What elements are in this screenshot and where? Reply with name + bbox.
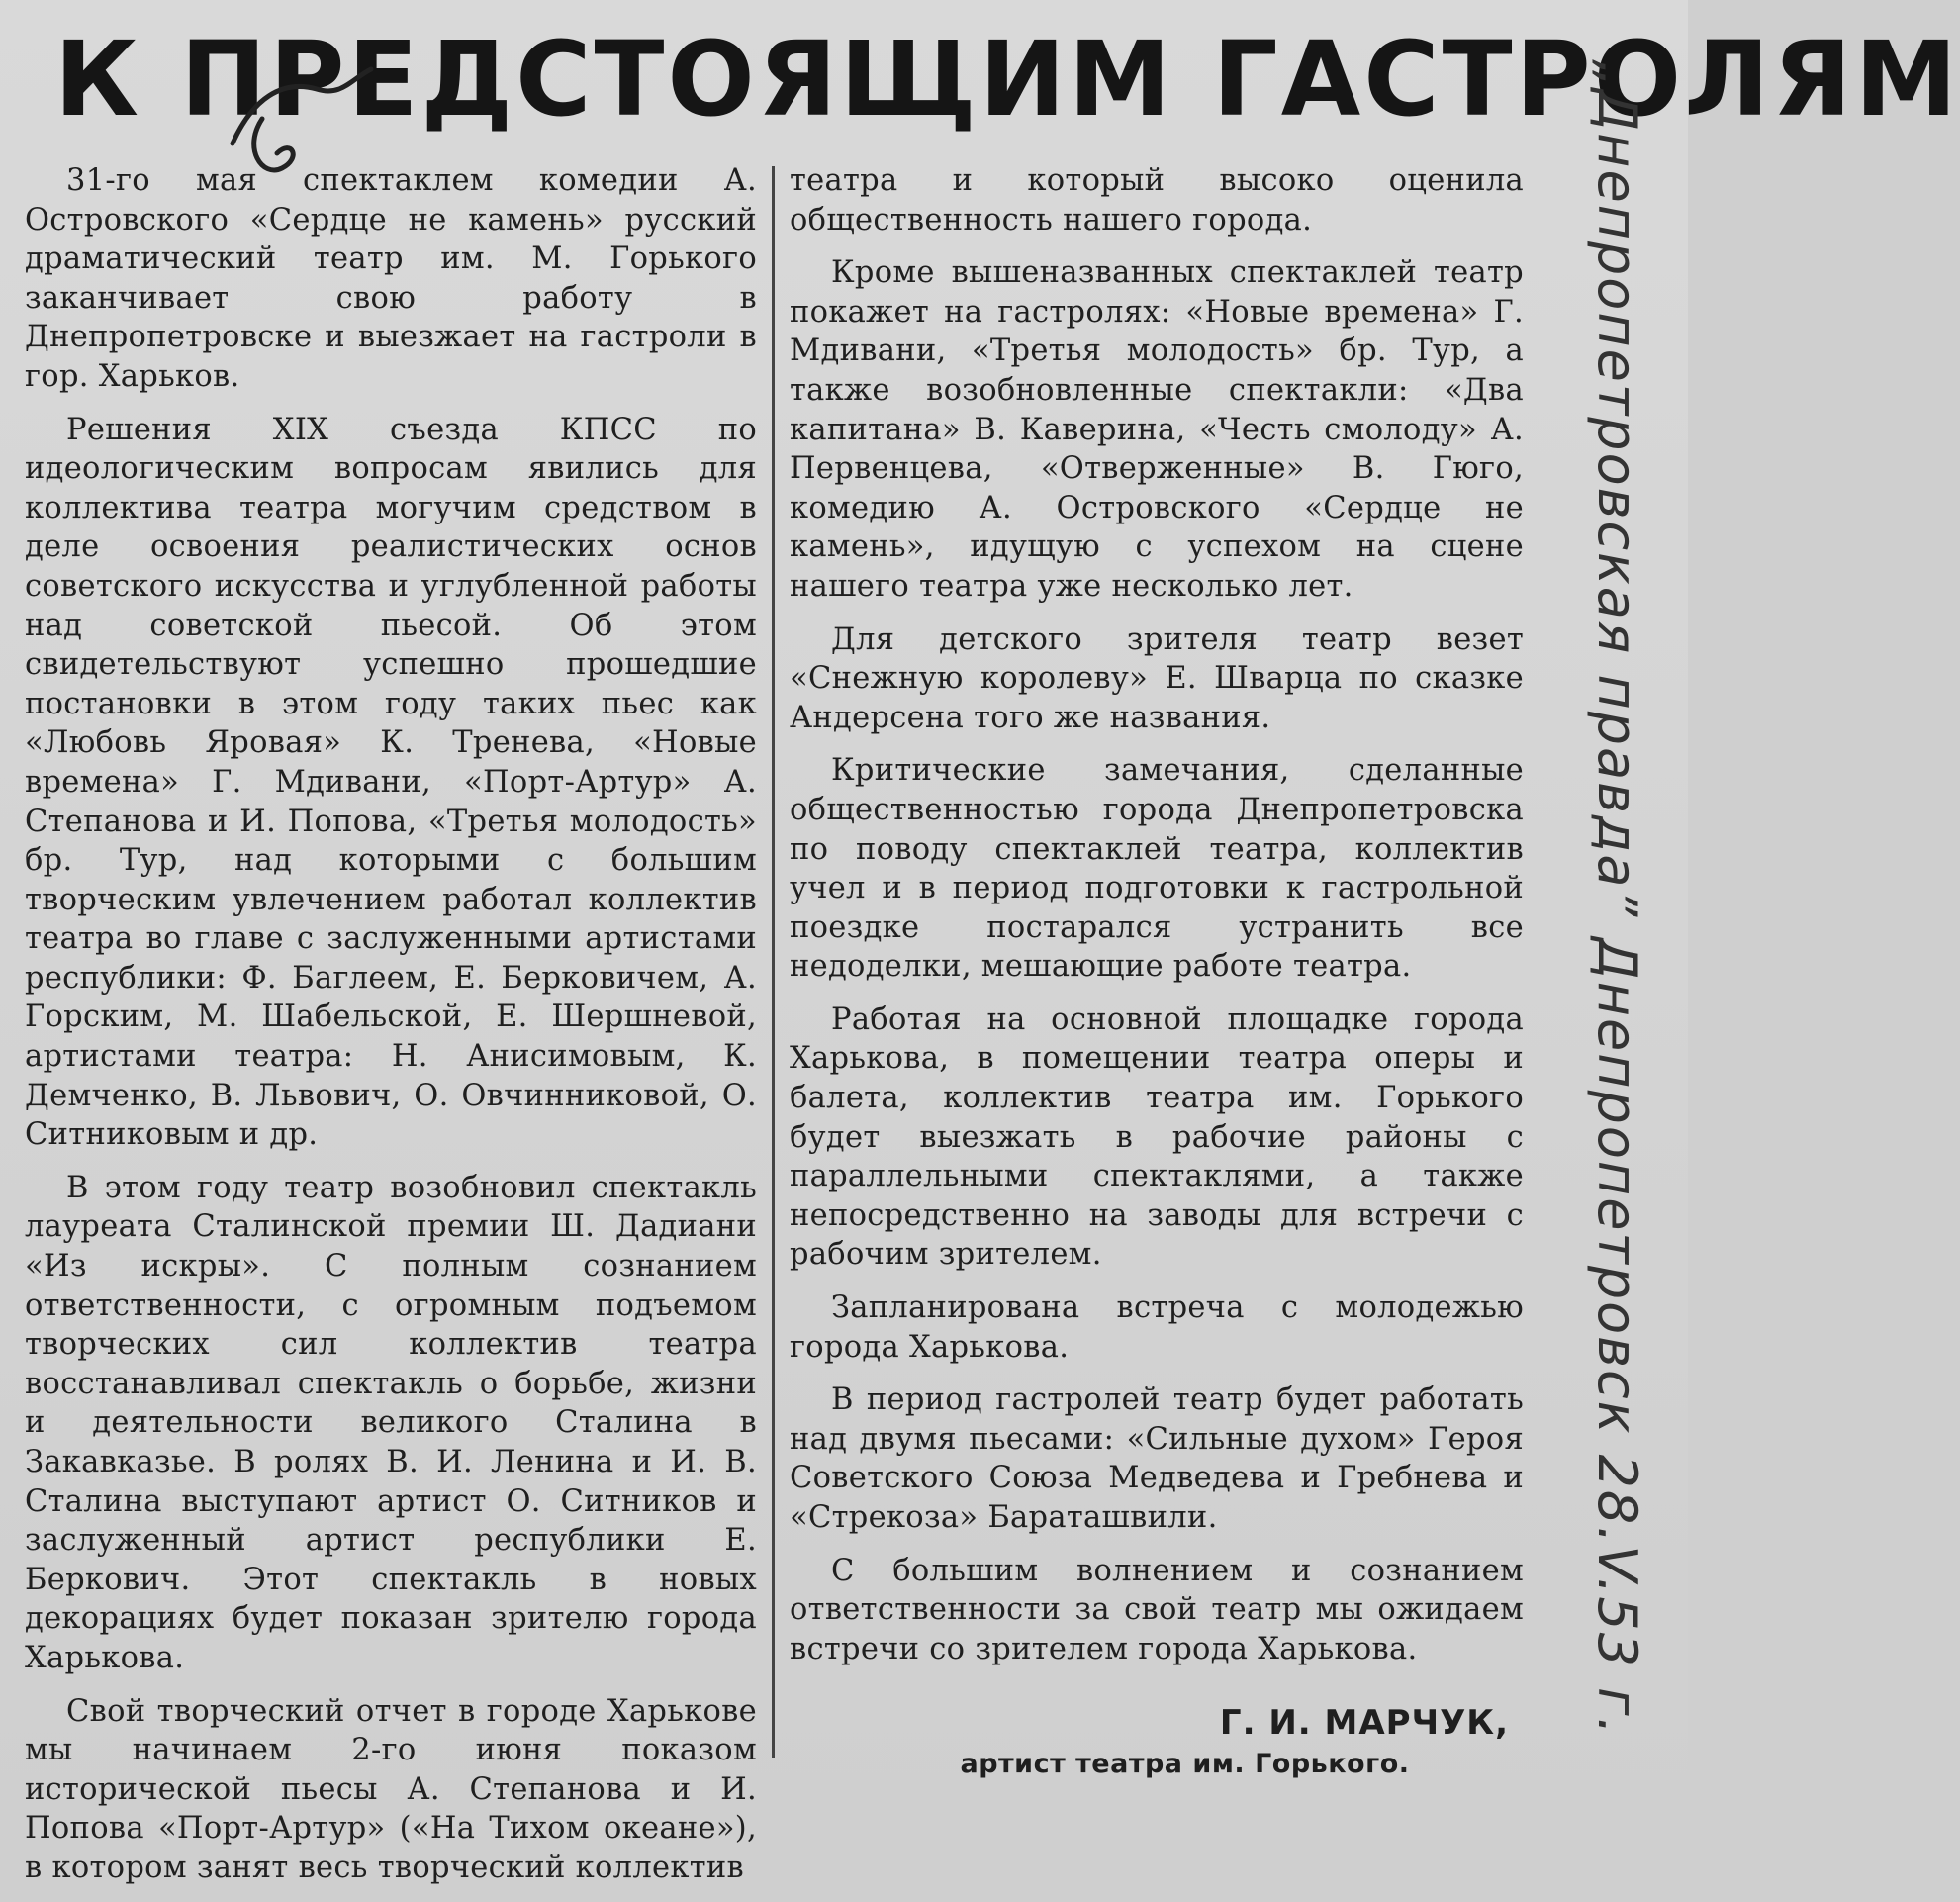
- author-role: артист театра им. Горького.: [960, 1749, 1410, 1779]
- author-name: Г. И. МАРЧУК,: [1219, 1703, 1509, 1743]
- article-paragraph: В этом году театр возобновил спектакль лауреата Сталинской премии Ш. Дадиани «Из искры». С полным сознанием ответственности, с огромным подъемом творческих сил коллектив театра восстанавливал спектакль о борьбе, жизни и деятельности великого Сталина в Закавказье. В ролях В. И. Ленина и И. В. Сталина выступают артист О. Ситников и заслуженный артист республики Е. Беркович. Этот спектакль в новых декорациях будет показан зрителю города Харькова.: [25, 1170, 757, 1675]
- article-paragraph: 31-го мая спектаклем комедии А. Островского «Сердце не камень» русский драматический театр им. М. Горького заканчивает свою работу в Днепропетровске и выезжает на гастроли в гор. Харьков.: [25, 163, 757, 394]
- article-paragraph: В период гастролей театр будет работать над двумя пьесами: «Сильные духом» Героя Советского Союза Медведева и Гребнева и «Стрекоза» Бараташвили.: [790, 1382, 1524, 1535]
- article-paragraph: Критические замечания, сделанные общественностью города Днепропетровска по поводу спектаклей театра, коллектив учел и в период подготовки к гастрольной поездке постарался устранить все недоделки, мешающие работе театра.: [790, 753, 1524, 985]
- article-paragraph: Для детского зрителя театр везет «Снежную королеву» Е. Шварца по сказке Андерсена того же названия.: [790, 621, 1524, 735]
- article-column-left: [25, 161, 757, 1902]
- article-paragraph: Кроме вышеназванных спектаклей театр покажет на гастролях: «Новые времена» Г. Мдивани, «Третья молодость» бр. Тур, а также возобновленные спектакли: «Два капитана» В. Каверина, «Честь смолоду» А. Первенцева, «Отверженные» В. Гюго, комедию А. Островского «Сердце не камень», идущую с успехом на сцене нашего театра уже несколько лет.: [790, 255, 1524, 604]
- article-paragraph: Решения XIX съезда КПСС по идеологическим вопросам явились для коллектива театра могучим средством в деле освоения реалистических основ советского искусства и углубленной работы над советской пьесой. Об этом свидетельствуют успешно прошедшие постановки в этом году таких пьес как «Любовь Яровая» К. Тренева, «Новые времена» Г. Мдивани, «Порт-Артур» А. Степанова и И. Попова, «Третья молодость» бр. Тур, над которыми с большим творческим увлечением работал коллектив театра во главе с заслуженными артистами республики: Ф. Баглеем, Е. Берковичем, А. Горским, М. Шабельской, Е. Шершневой, артистами театра: Н. Анисимовым, К. Демченко, В. Львович, О. Овчинниковой, О. Ситниковым и др.: [25, 412, 757, 1153]
- handwritten-source-note: „Днепропетровская правда” Днепропетровск 28.V.53 г.: [1586, 59, 1648, 1737]
- article-paragraph: Работая на основной площадке города Харькова, в помещении театра оперы и балета, коллектив театра им. Горького будет выезжать в рабочие районы с параллельными спектаклями, а также непосредственно на заводы для встречи с рабочим зрителем.: [790, 1001, 1524, 1273]
- author-signature: [861, 1700, 1509, 1783]
- article-paragraph: театра и который высоко оценила общественность нашего города.: [790, 163, 1524, 238]
- article-paragraph: Свой творческий отчет в городе Харькове мы начинаем 2-го июня показом исторической пьесы А. Степанова и И. Попова «Порт-Артур» («На Тихом океане»), в котором занят весь творческий коллектив: [25, 1693, 757, 1885]
- article-paragraph: С большим волнением и сознанием ответственности за свой театр мы ожидаем встречи со зрителем города Харькова.: [790, 1553, 1524, 1666]
- article-column-right: [790, 161, 1524, 1682]
- article-headline: К ПРЕДСТОЯЩИМ ГАСТРОЛЯМ: [54, 19, 1960, 140]
- column-divider: [772, 166, 775, 1758]
- article-paragraph: Запланирована встреча с молодежью города Харькова.: [790, 1290, 1524, 1365]
